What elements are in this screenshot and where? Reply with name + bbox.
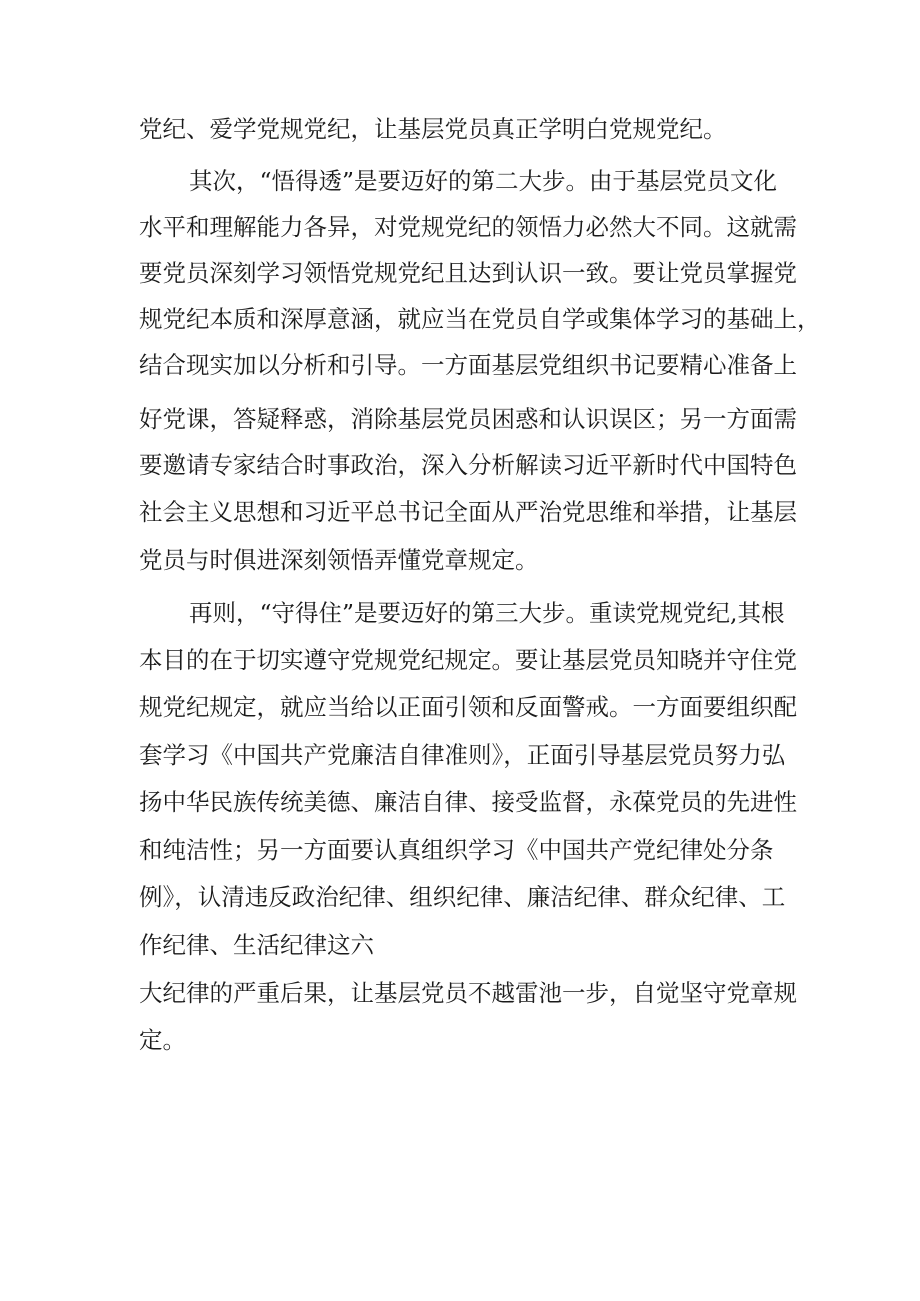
text-line: 规党纪规定，就应当给以正面引领和反面警戒。一方面要组织配 — [139, 693, 797, 721]
text-line: 规党纪本质和深厚意涵，就应当在党员自学或集体学习的基础上， — [139, 305, 821, 333]
text-line: 例》，认清违反政治纪律、组织纪律、廉洁纪律、群众纪律、工 — [139, 883, 786, 911]
text-line: 和纯洁性；另一方面要认真组织学习《中国共产党纪律处分条 — [139, 836, 774, 864]
text-line: 本目的在于切实遵守党规党纪规定。要让基层党员知晓并守住党 — [139, 646, 797, 674]
text-line: 大纪律的严重后果，让基层党员不越雷池一步，自觉坚守党章规 — [139, 979, 797, 1007]
text-line: 党纪、爱学党规党纪，让基层党员真正学明白党规党纪。 — [139, 115, 727, 143]
text-line: 党员与时俱进深刻领悟弄懂党章规定。 — [139, 546, 539, 574]
text-line: 好党课，答疑释惑，消除基层党员困惑和认识误区；另一方面需 — [139, 405, 797, 433]
text-line: 要邀请专家结合时事政治，深入分析解读习近平新时代中国特色 — [139, 451, 797, 479]
text-line: 社会主义思想和习近平总书记全面从严治党思维和举措，让基层 — [139, 498, 797, 526]
paragraph-start-line: 再则，“守得住”是要迈好的第三大步。重读党规党纪,其根 — [189, 599, 785, 627]
text-line: 作纪律、生活纪律这六 — [139, 931, 374, 959]
text-line: 扬中华民族传统美德、廉洁自律、接受监督，永葆党员的先进性 — [139, 788, 797, 816]
text-line: 要党员深刻学习领悟党规党纪且达到认识一致。要让党员掌握党 — [139, 259, 797, 287]
text-line: 套学习《中国共产党廉洁自律准则》，正面引导基层党员努力弘 — [139, 741, 786, 769]
text-line: 定。 — [139, 1026, 186, 1054]
paragraph-start-line: 其次，“悟得透”是要迈好的第二大步。由于基层党员文化 — [189, 167, 778, 195]
text-line: 结合现实加以分析和引导。一方面基层党组织书记要精心准备上 — [139, 351, 797, 379]
text-line: 水平和理解能力各异，对党规党纪的领悟力必然大不同。这就需 — [139, 213, 797, 241]
